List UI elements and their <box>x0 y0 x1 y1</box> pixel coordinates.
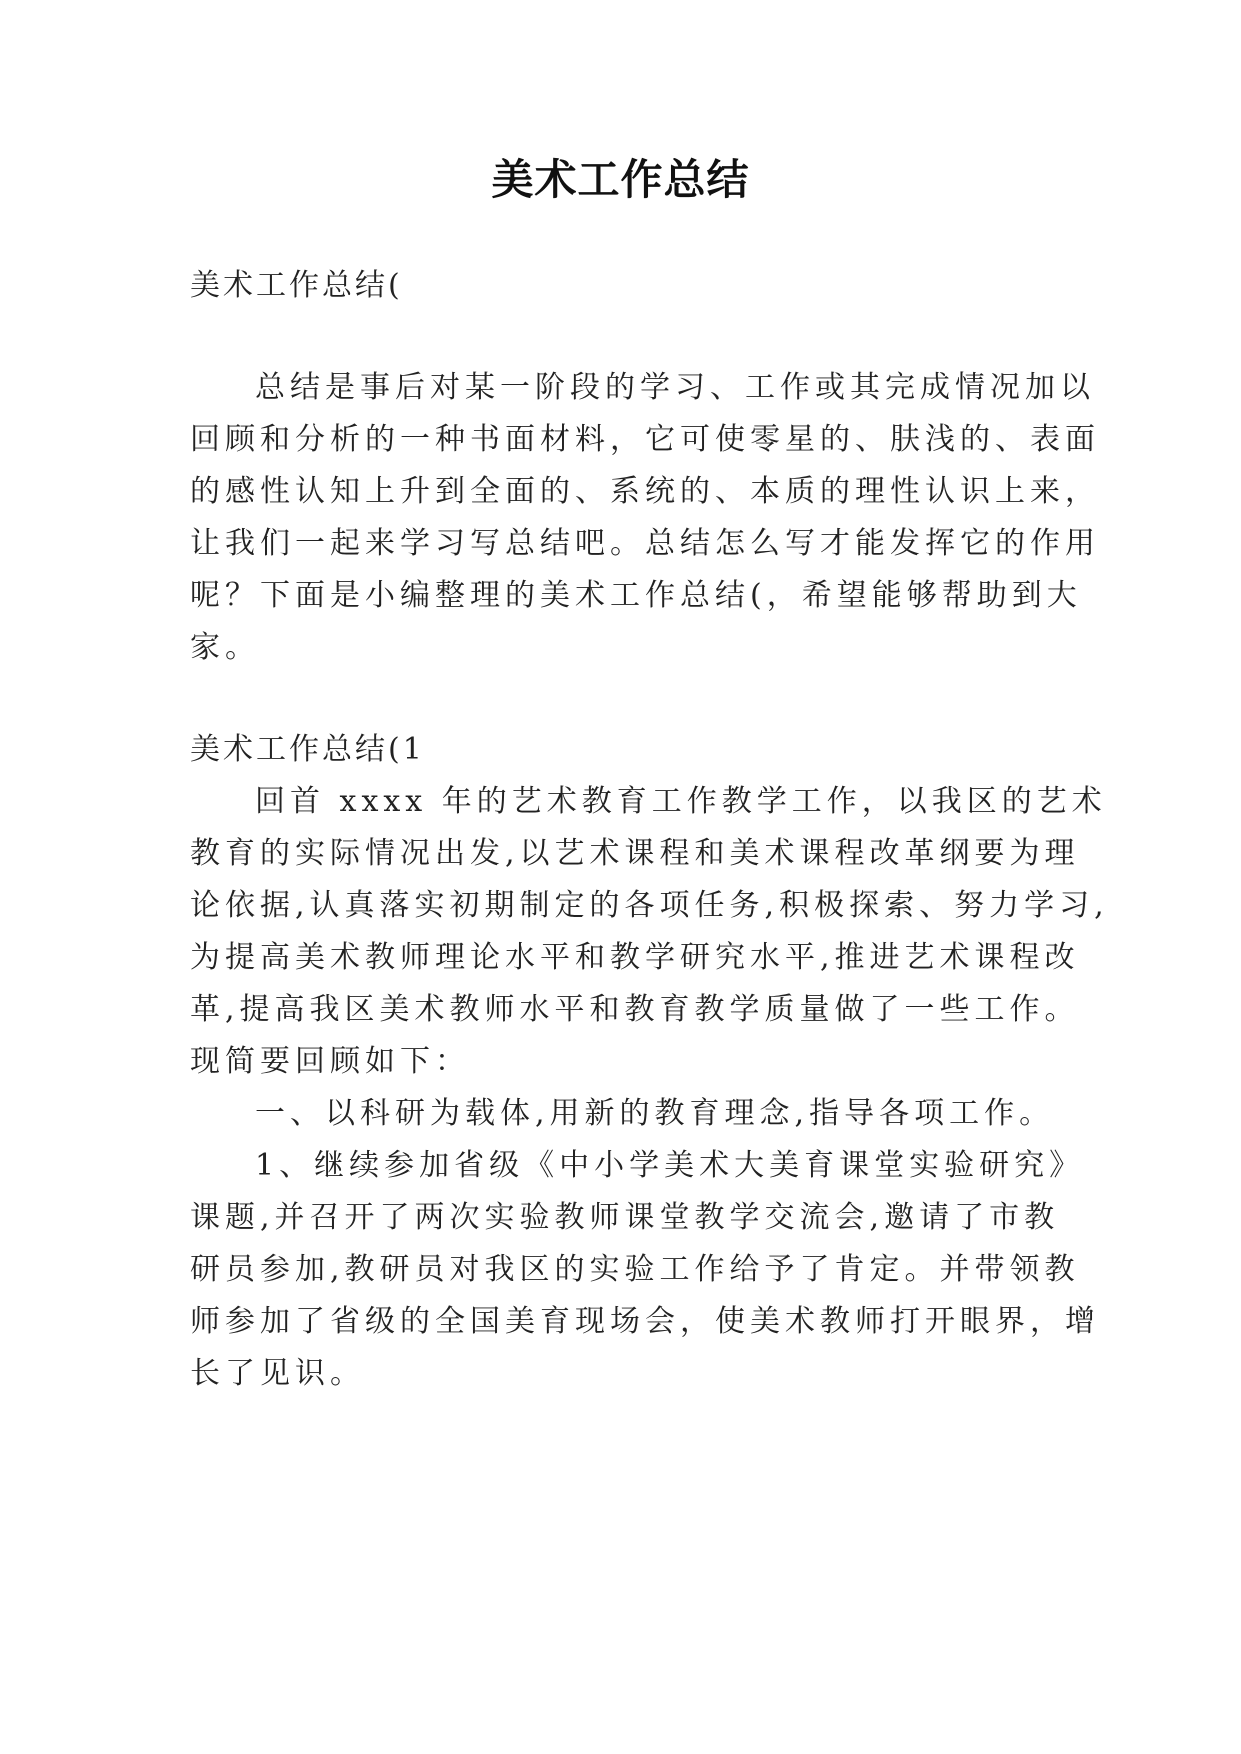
paragraph-line: 让我们一起来学习写总结吧。总结怎么写才能发挥它的作用 <box>190 526 1100 561</box>
paragraph-line: 为提高美术教师理论水平和教学研究水平,推进艺术课程改 <box>190 940 1080 975</box>
document-subtitle: 美术工作总结( <box>190 268 403 303</box>
section-heading: 美术工作总结(1 <box>190 732 425 767</box>
paragraph-line: 现简要回顾如下： <box>190 1044 470 1079</box>
paragraph-line: 呢？下面是小编整理的美术工作总结(，希望能够帮助到大 <box>190 578 1082 613</box>
paragraph-line: 研员参加,教研员对我区的实验工作给予了肯定。并带领教 <box>190 1252 1080 1287</box>
paragraph-line: 革,提高我区美术教师水平和教育教学质量做了一些工作。 <box>190 992 1080 1027</box>
paragraph-line: 师参加了省级的全国美育现场会，使美术教师打开眼界，增 <box>190 1304 1100 1339</box>
paragraph-line: 家。 <box>190 630 260 665</box>
paragraph-line: 论依据,认真落实初期制定的各项任务,积极探索、努力学习, <box>190 888 1109 923</box>
paragraph-line: 教育的实际情况出发,以艺术课程和美术课程改革纲要为理 <box>190 836 1080 871</box>
paragraph-line: 总结是事后对某一阶段的学习、工作或其完成情况加以 <box>255 370 1095 405</box>
paragraph-line: 1、继续参加省级《中小学美术大美育课堂实验研究》 <box>255 1148 1085 1183</box>
paragraph-line: 课题,并召开了两次实验教师课堂教学交流会,邀请了市教 <box>190 1200 1060 1235</box>
document-title: 美术工作总结 <box>491 155 750 204</box>
paragraph-line: 回顾和分析的一种书面材料，它可使零星的、肤浅的、表面 <box>190 422 1100 457</box>
paragraph-line: 的感性认知上升到全面的、系统的、本质的理性认识上来， <box>190 474 1100 509</box>
paragraph-line: 长了见识。 <box>190 1356 365 1391</box>
paragraph-line: 一、以科研为载体,用新的教育理念,指导各项工作。 <box>255 1096 1055 1131</box>
paragraph-line: 回首 xxxx 年的艺术教育工作教学工作，以我区的艺术 <box>255 784 1107 819</box>
